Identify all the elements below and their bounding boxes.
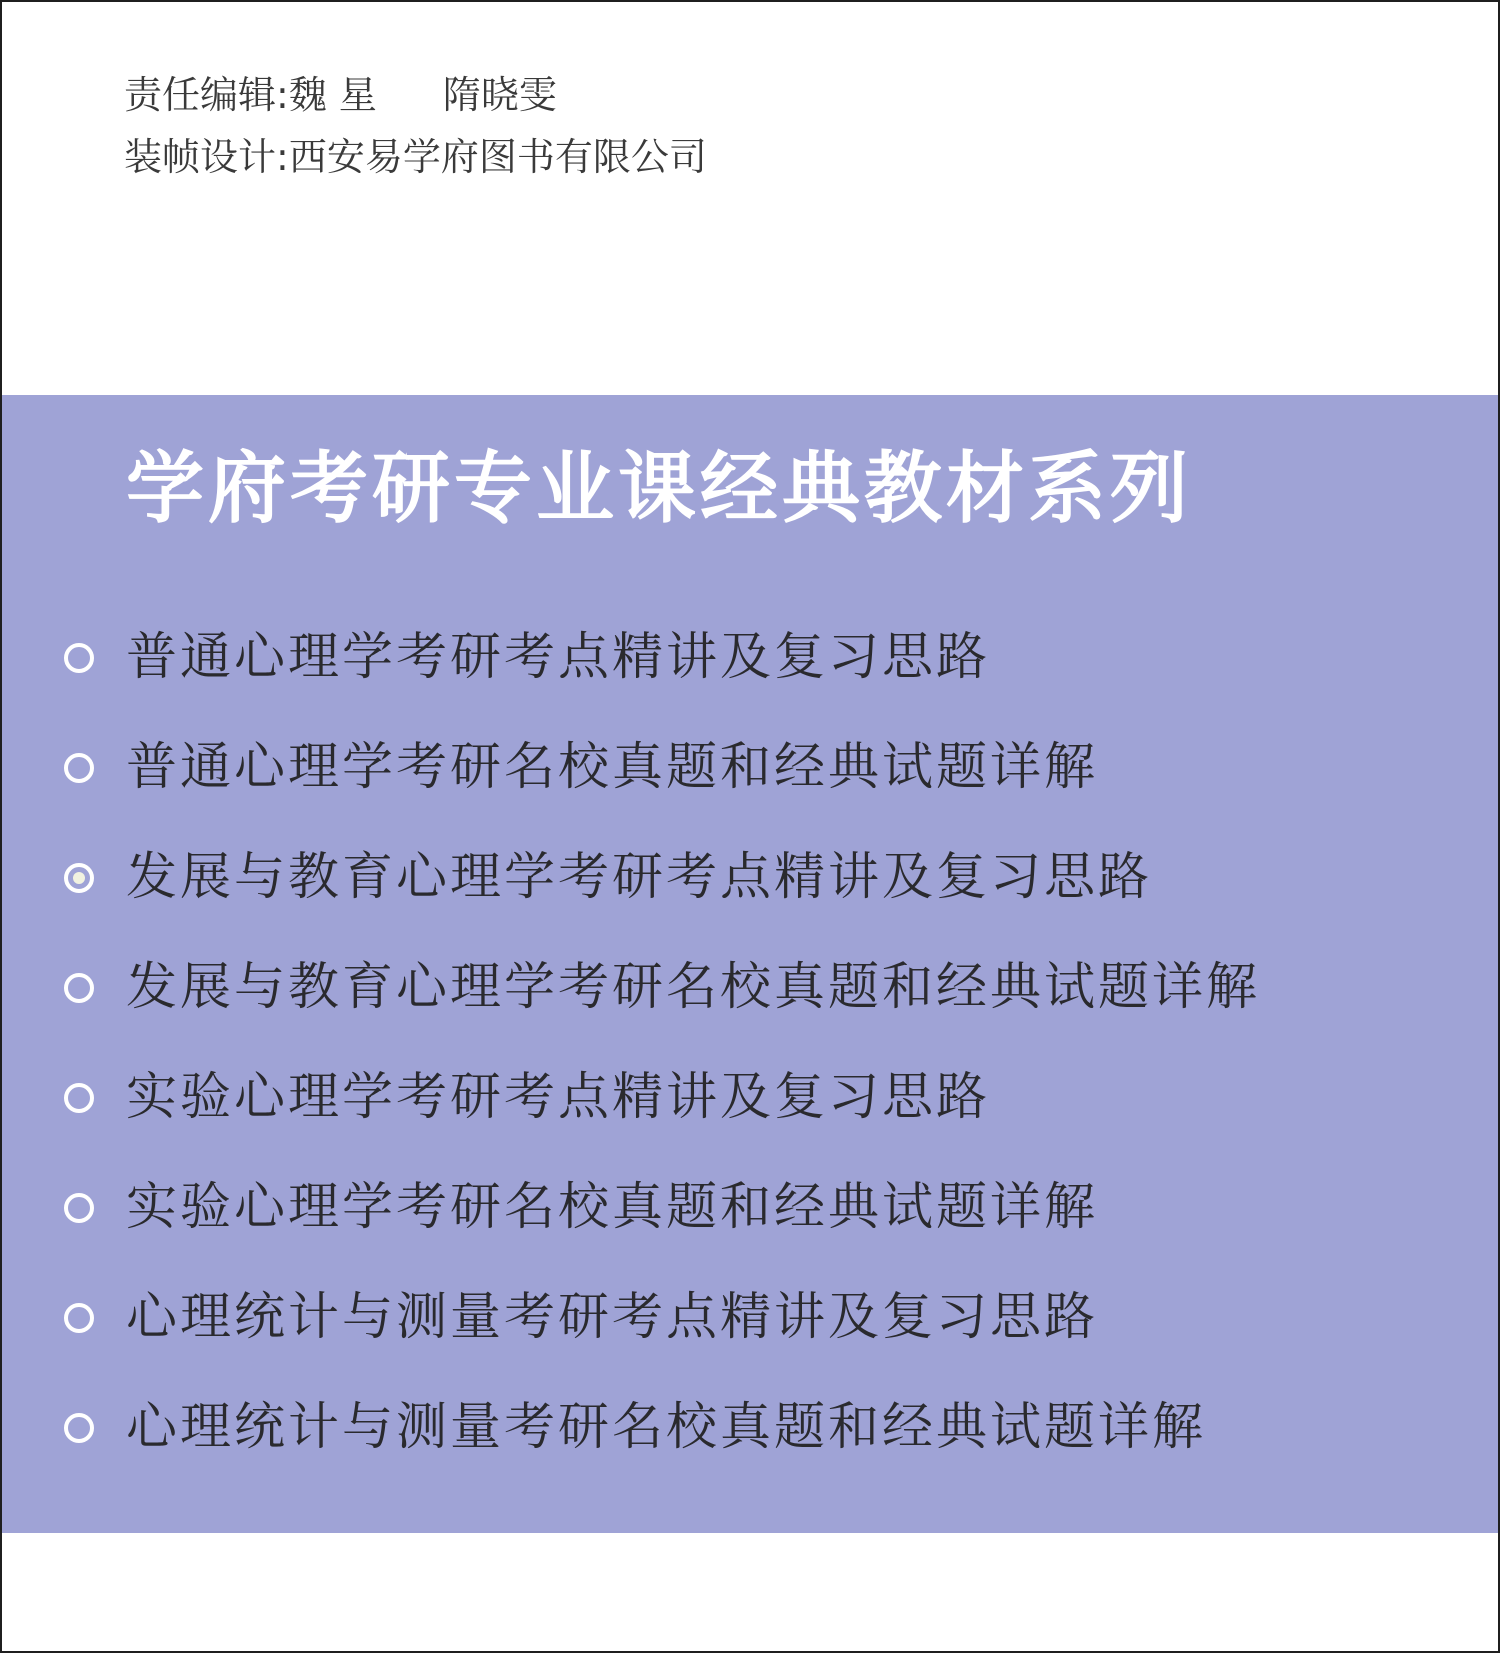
list-item (64, 603, 1260, 713)
circle-bullet-icon (64, 643, 94, 673)
list-item (64, 933, 1260, 1043)
circle-bullet-icon (64, 1193, 94, 1223)
credit-spacer (377, 64, 443, 126)
circle-bullet-icon (64, 1413, 94, 1443)
circle-bullet-icon (64, 1303, 94, 1333)
design-label: 装帧设计: (124, 135, 289, 179)
editor-label: 责任编辑: (124, 73, 289, 117)
list-item (64, 823, 1260, 933)
book-list (64, 603, 1260, 1483)
book-title: 实验心理学考研考点精讲及复习思路 (126, 1068, 991, 1127)
book-title: 发展与教育心理学考研名校真题和经典试题详解 (126, 958, 1261, 1017)
book-title: 心理统计与测量考研名校真题和经典试题详解 (126, 1398, 1207, 1457)
list-item (64, 1043, 1260, 1153)
circle-bullet-icon (64, 753, 94, 783)
book-title: 普通心理学考研考点精讲及复习思路 (126, 628, 991, 687)
list-item (64, 1153, 1260, 1263)
design-credit (124, 126, 707, 188)
list-item (64, 713, 1260, 823)
credits-block (124, 64, 707, 188)
editor-credit (124, 64, 707, 126)
list-item (64, 1263, 1260, 1373)
circle-bullet-icon (64, 973, 94, 1003)
book-title: 心理统计与测量考研考点精讲及复习思路 (126, 1288, 1099, 1347)
book-title: 实验心理学考研名校真题和经典试题详解 (126, 1178, 1099, 1237)
design-value: 西安易学府图书有限公司 (288, 135, 707, 179)
editor-name-1: 魏 星 (288, 73, 377, 117)
book-title: 发展与教育心理学考研考点精讲及复习思路 (126, 848, 1153, 907)
series-band (2, 395, 1500, 1533)
list-item (64, 1373, 1260, 1483)
circle-bullet-icon (64, 1083, 94, 1113)
book-title: 普通心理学考研名校真题和经典试题详解 (126, 738, 1099, 797)
editor-name-2: 隋晓雯 (442, 73, 557, 117)
series-title: 学府考研专业课经典教材系列 (126, 444, 1193, 534)
filled-circle-bullet-icon (64, 863, 94, 893)
